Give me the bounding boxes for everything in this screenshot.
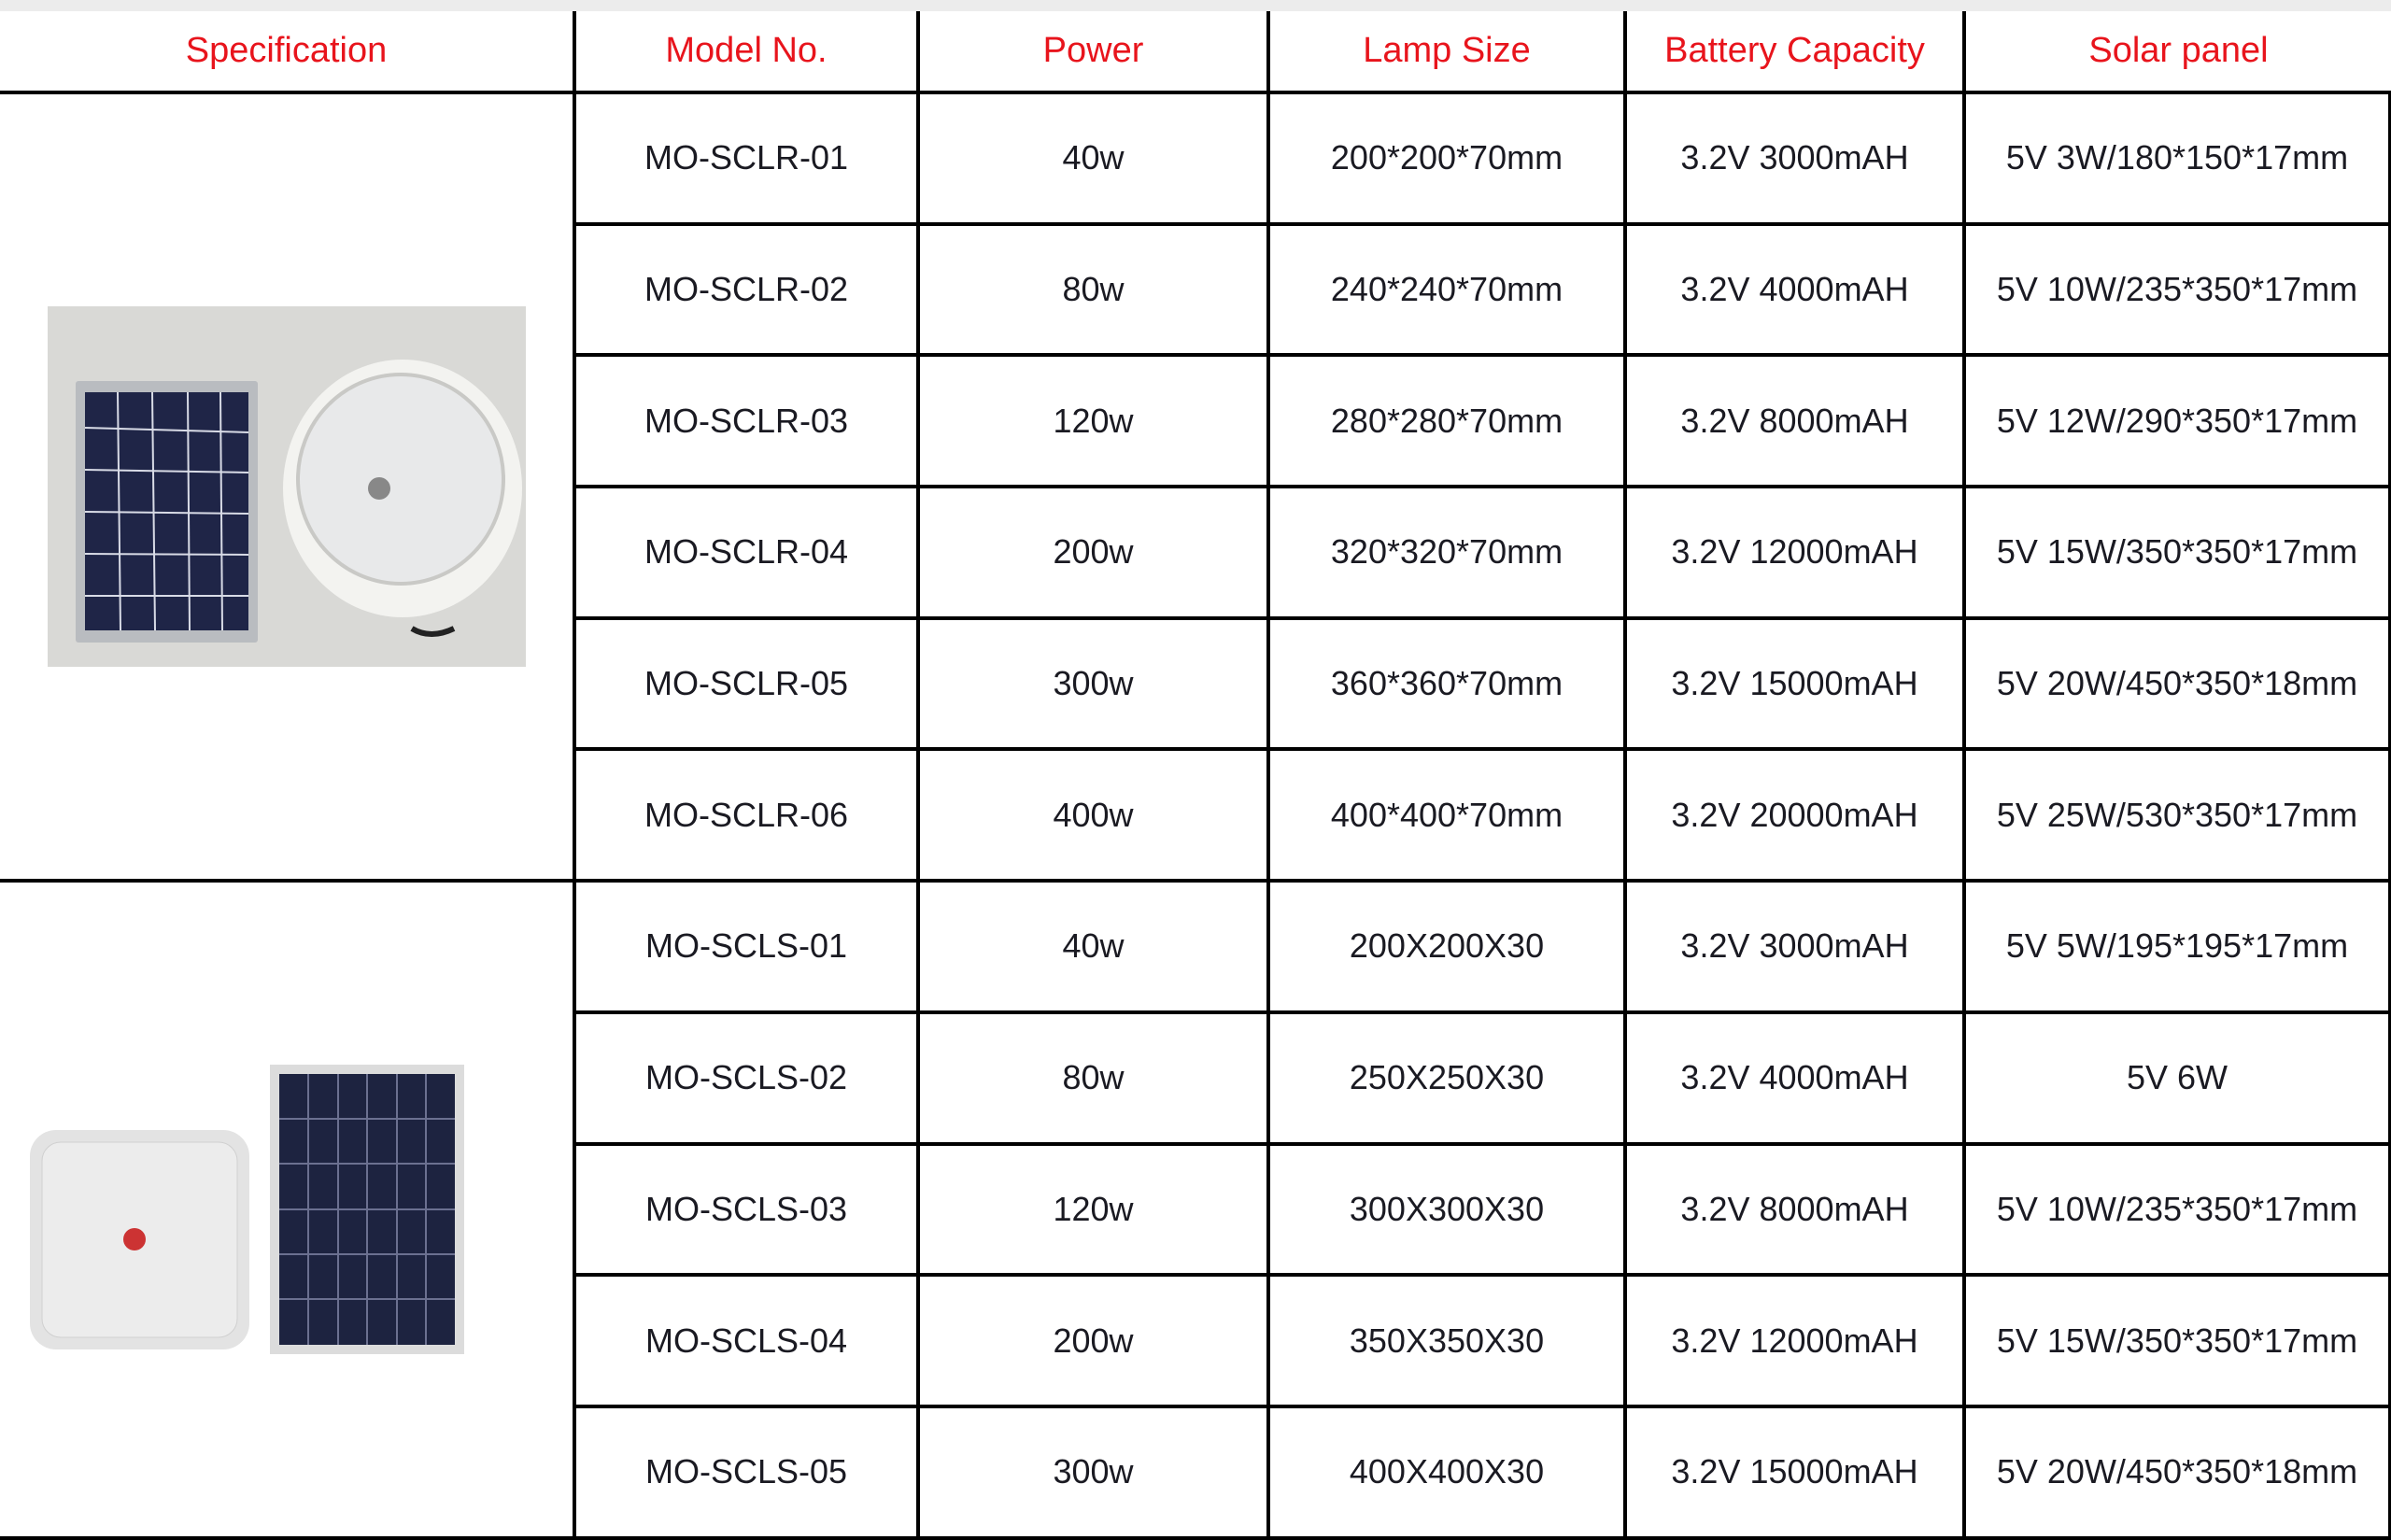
model-no-cell: MO-SCLR-03 bbox=[576, 357, 920, 488]
lamp-size-cell: 280*280*70mm bbox=[1270, 357, 1627, 488]
model-no-cell: MO-SCLS-05 bbox=[576, 1408, 920, 1540]
battery-capacity-cell: 3.2V 8000mAH bbox=[1627, 1146, 1966, 1278]
solar-panel-cell: 5V 15W/350*350*17mm bbox=[1966, 488, 2391, 620]
model-no-cell: MO-SCLS-02 bbox=[576, 1014, 920, 1146]
lamp-size-cell: 240*240*70mm bbox=[1270, 226, 1627, 358]
battery-capacity-cell: 3.2V 3000mAH bbox=[1627, 94, 1966, 226]
solar-panel-cell: 5V 5W/195*195*17mm bbox=[1966, 883, 2391, 1014]
battery-capacity-cell: 3.2V 8000mAH bbox=[1627, 357, 1966, 488]
battery-capacity-cell: 3.2V 20000mAH bbox=[1627, 751, 1966, 883]
model-no-cell: MO-SCLR-05 bbox=[576, 620, 920, 752]
lamp-size-cell: 200*200*70mm bbox=[1270, 94, 1627, 226]
power-cell: 200w bbox=[920, 488, 1270, 620]
power-cell: 120w bbox=[920, 1146, 1270, 1278]
battery-capacity-cell: 3.2V 4000mAH bbox=[1627, 1014, 1966, 1146]
header-specification: Specification bbox=[0, 11, 576, 94]
spec-table bbox=[0, 11, 2391, 1540]
lamp-size-cell: 250X250X30 bbox=[1270, 1014, 1627, 1146]
header-lamp-size: Lamp Size bbox=[1270, 11, 1627, 94]
lamp-size-cell: 350X350X30 bbox=[1270, 1277, 1627, 1408]
battery-capacity-cell: 3.2V 12000mAH bbox=[1627, 488, 1966, 620]
lamp-size-cell: 400X400X30 bbox=[1270, 1408, 1627, 1540]
solar-panel-cell: 5V 15W/350*350*17mm bbox=[1966, 1277, 2391, 1408]
power-cell: 300w bbox=[920, 620, 1270, 752]
solar-panel-cell: 5V 25W/530*350*17mm bbox=[1966, 751, 2391, 883]
model-no-cell: MO-SCLR-02 bbox=[576, 226, 920, 358]
model-no-cell: MO-SCLR-06 bbox=[576, 751, 920, 883]
product-image-1 bbox=[0, 94, 576, 883]
model-no-cell: MO-SCLR-04 bbox=[576, 488, 920, 620]
header-battery-capacity: Battery Capacity bbox=[1627, 11, 1966, 94]
header-model-no: Model No. bbox=[576, 11, 920, 94]
power-cell: 40w bbox=[920, 94, 1270, 226]
product-image-2 bbox=[0, 883, 576, 1539]
power-cell: 300w bbox=[920, 1408, 1270, 1540]
header-solar-panel: Solar panel bbox=[1966, 11, 2391, 94]
power-cell: 80w bbox=[920, 226, 1270, 358]
battery-capacity-cell: 3.2V 4000mAH bbox=[1627, 226, 1966, 358]
lamp-size-cell: 300X300X30 bbox=[1270, 1146, 1627, 1278]
model-no-cell: MO-SCLS-01 bbox=[576, 883, 920, 1014]
power-cell: 120w bbox=[920, 357, 1270, 488]
model-no-cell: MO-SCLR-01 bbox=[576, 94, 920, 226]
model-no-cell: MO-SCLS-03 bbox=[576, 1146, 920, 1278]
power-cell: 200w bbox=[920, 1277, 1270, 1408]
power-cell: 400w bbox=[920, 751, 1270, 883]
model-no-cell: MO-SCLS-04 bbox=[576, 1277, 920, 1408]
battery-capacity-cell: 3.2V 12000mAH bbox=[1627, 1277, 1966, 1408]
battery-capacity-cell: 3.2V 15000mAH bbox=[1627, 620, 1966, 752]
battery-capacity-cell: 3.2V 15000mAH bbox=[1627, 1408, 1966, 1540]
solar-panel-cell: 5V 10W/235*350*17mm bbox=[1966, 226, 2391, 358]
top-band bbox=[0, 0, 2391, 11]
power-cell: 40w bbox=[920, 883, 1270, 1014]
lamp-size-cell: 400*400*70mm bbox=[1270, 751, 1627, 883]
lamp-size-cell: 320*320*70mm bbox=[1270, 488, 1627, 620]
solar-panel-cell: 5V 3W/180*150*17mm bbox=[1966, 94, 2391, 226]
solar-panel-cell: 5V 20W/450*350*18mm bbox=[1966, 620, 2391, 752]
solar-panel-cell: 5V 12W/290*350*17mm bbox=[1966, 357, 2391, 488]
lamp-size-cell: 360*360*70mm bbox=[1270, 620, 1627, 752]
lamp-size-cell: 200X200X30 bbox=[1270, 883, 1627, 1014]
solar-panel-cell: 5V 20W/450*350*18mm bbox=[1966, 1408, 2391, 1540]
header-power: Power bbox=[920, 11, 1270, 94]
battery-capacity-cell: 3.2V 3000mAH bbox=[1627, 883, 1966, 1014]
solar-panel-cell: 5V 10W/235*350*17mm bbox=[1966, 1146, 2391, 1278]
solar-panel-cell: 5V 6W bbox=[1966, 1014, 2391, 1146]
power-cell: 80w bbox=[920, 1014, 1270, 1146]
